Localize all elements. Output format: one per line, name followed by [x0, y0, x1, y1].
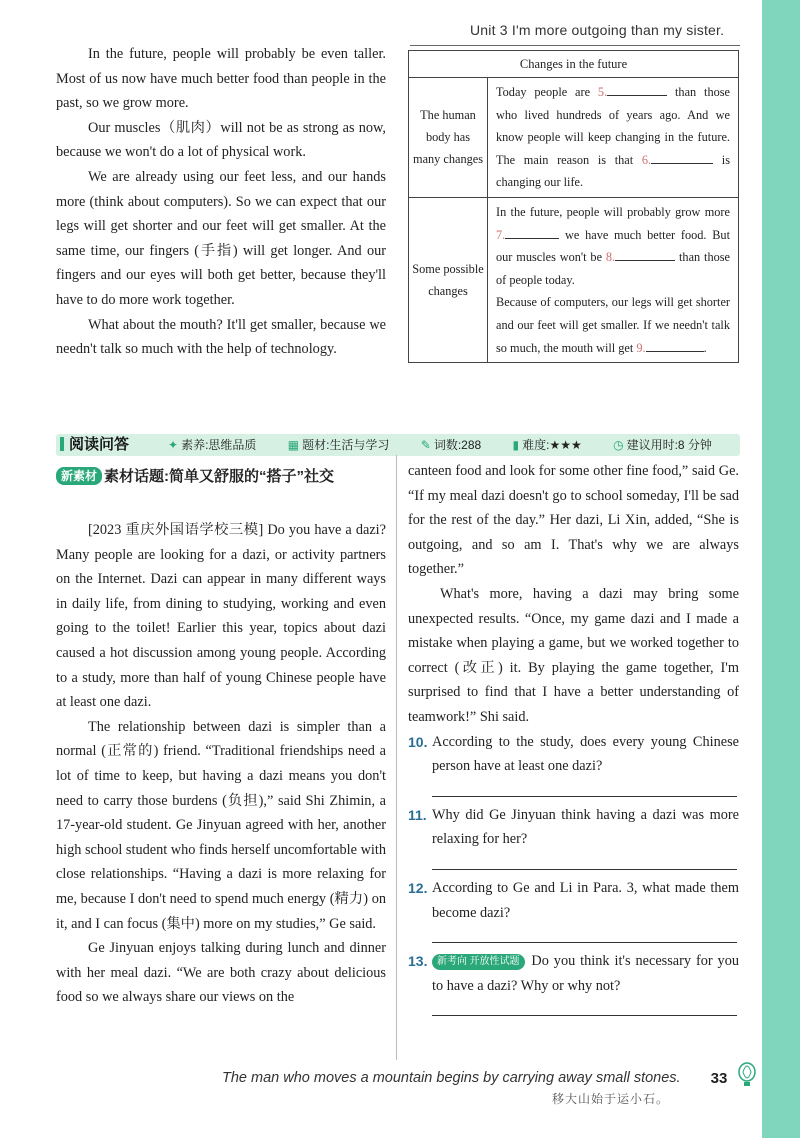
blank-number: 6. [641, 152, 652, 167]
paragraph: Our muscles（肌肉）will not be as strong as now, because we won't do a lot of physical work. [56, 119, 386, 161]
proverb: The man who moves a mountain begins by carrying away small stones. [222, 1070, 681, 1086]
blank-number: 7. [496, 227, 506, 242]
section-meta: ✦ 素养:思维品质 ▦ 题材:生活与学习 ✎ 词数:288 ▮ 难度:★★★ ◷ 建议用时:8 分钟 [168, 438, 712, 452]
topic-icon: ▦ [287, 438, 300, 452]
clock-icon: ◷ [613, 438, 624, 452]
paragraph: In the future, people will probably be even taller. Most of us now have much better food than people in the past, so we grow more. [56, 46, 386, 112]
answer-line[interactable] [432, 1014, 737, 1016]
answer-blank[interactable] [615, 247, 675, 261]
side-color-bar [762, 0, 800, 1138]
answer-blank[interactable] [651, 150, 713, 164]
paragraph: Ge Jinyuan enjoys talking during lunch and dinner with her meal dazi. “We are both crazy about delicious food so we always share our views on the [56, 940, 386, 1006]
answer-line[interactable] [432, 868, 737, 870]
page-number: 33 [706, 1068, 732, 1090]
wordcount-icon: ✎ [420, 438, 431, 452]
reading-section-banner [56, 434, 740, 456]
new-material-tag: 新素材 [56, 467, 102, 485]
topic-heading: 新素材 素材话题:简单又舒服的“搭子”社交 [56, 463, 386, 491]
column-divider [396, 455, 397, 1060]
row-label: The human body has many changes [409, 78, 488, 198]
section-title: 阅读问答 [56, 434, 137, 456]
question: 10. According to the study, does every young Chinese person have at least one dazi? [408, 733, 739, 775]
paragraph: We are already using our feet less, and our hands more (think about computers). So we can expect that our legs will get shorter and our feet will get smaller. At the same time, our fingers (手指) will get longer. And our fingers and our eyes will both get better, because they'll have to do more work together. [56, 168, 386, 308]
row-label: Some possible changes [409, 197, 488, 362]
answer-blank[interactable] [646, 338, 704, 352]
future-passage [56, 42, 386, 362]
row-text: In the future, people will probably grow more 7. we have much better food. But our muscles won't be 8. than those of people today. Because of computers, our legs will get shorter and our feet will get smaller. If we needn't talk so much, the mouth will get 9. . [488, 197, 739, 362]
balloon-icon [737, 1062, 757, 1088]
question: 13. 新考向 开放性试题 Do you think it's necessary for you to have a dazi? Why or why not? [408, 953, 739, 994]
blank-number: 8. [605, 250, 616, 265]
paragraph: What about the mouth? It'll get smaller, because we needn't talk so much with the help of technology. [56, 316, 386, 358]
unit-header: Unit 3 I'm more outgoing than my sister. [470, 22, 740, 42]
question: 12. According to Ge and Li in Para. 3, what made them become dazi? [408, 879, 739, 921]
blank-number: 9. [636, 340, 646, 355]
answer-line[interactable] [432, 941, 737, 943]
paragraph: The relationship between dazi is simpler than a normal (正常的) friend. “Traditional friendships need a lot of time to keep, but having a dazi means you don't need to carry those burdens (负担),” said Shi Zhimin, a 17-year-old student. Ge Jinyuan agreed with her, another high school student who finds herself uncomfortable with close relationships. “Having a dazi is more relaxing for me, because I don't need to spend much energy (精力) on it, and I can focus (集中) more on my studies,” Ge said. [56, 718, 386, 932]
blank-number: 5. [597, 85, 608, 99]
row-text: Today people are 5. than those who lived hundreds of years ago. And we know people will keep changing in the future. The main reason is that 6. is changing our life. [488, 78, 739, 198]
difficulty-icon: ▮ [512, 438, 520, 452]
new-exam-tag: 新考向 开放性试题 [432, 954, 525, 970]
paragraph: [2023 重庆外国语学校三模] Do you have a dazi? Many people are looking for a dazi, or activity partners on the Internet. Dazi can appear in many different ways in daily life, from dining to studying, working and even going to the toilet! Earlier this year, topics about dazi caused a hot discussion among young people. According to a study, more than half of young Chinese people have at least one dazi. [56, 522, 386, 711]
paragraph: canteen food and look for some other fine food,” said Ge. “If my meal dazi doesn't go to school someday, I'll be sad for the rest of the day.” Her dazi, Li Xin, added, “She is outgoing, and so am I. That's why we are always together.” [408, 463, 739, 578]
changes-table [408, 50, 739, 363]
dazi-passage-left [56, 518, 386, 1010]
star-icon: ✦ [168, 438, 179, 452]
answer-blank[interactable] [607, 82, 667, 96]
proverb-chinese: 移大山始于运小石。 [552, 1092, 670, 1106]
table-header: Changes in the future [409, 51, 739, 78]
answer-blank[interactable] [505, 225, 559, 239]
question: 11. Why did Ge Jinyuan think having a dazi was more relaxing for her? [408, 806, 739, 848]
answer-line[interactable] [432, 795, 737, 797]
paragraph: What's more, having a dazi may bring some unexpected results. “Once, my game dazi and I made a mistake when playing a game, but we worked together to correct (改正) it. By playing the game together, I'm surprised to find that I have a better understanding of teamwork!” Shi said. [408, 585, 739, 725]
dazi-passage-right [408, 459, 739, 1016]
